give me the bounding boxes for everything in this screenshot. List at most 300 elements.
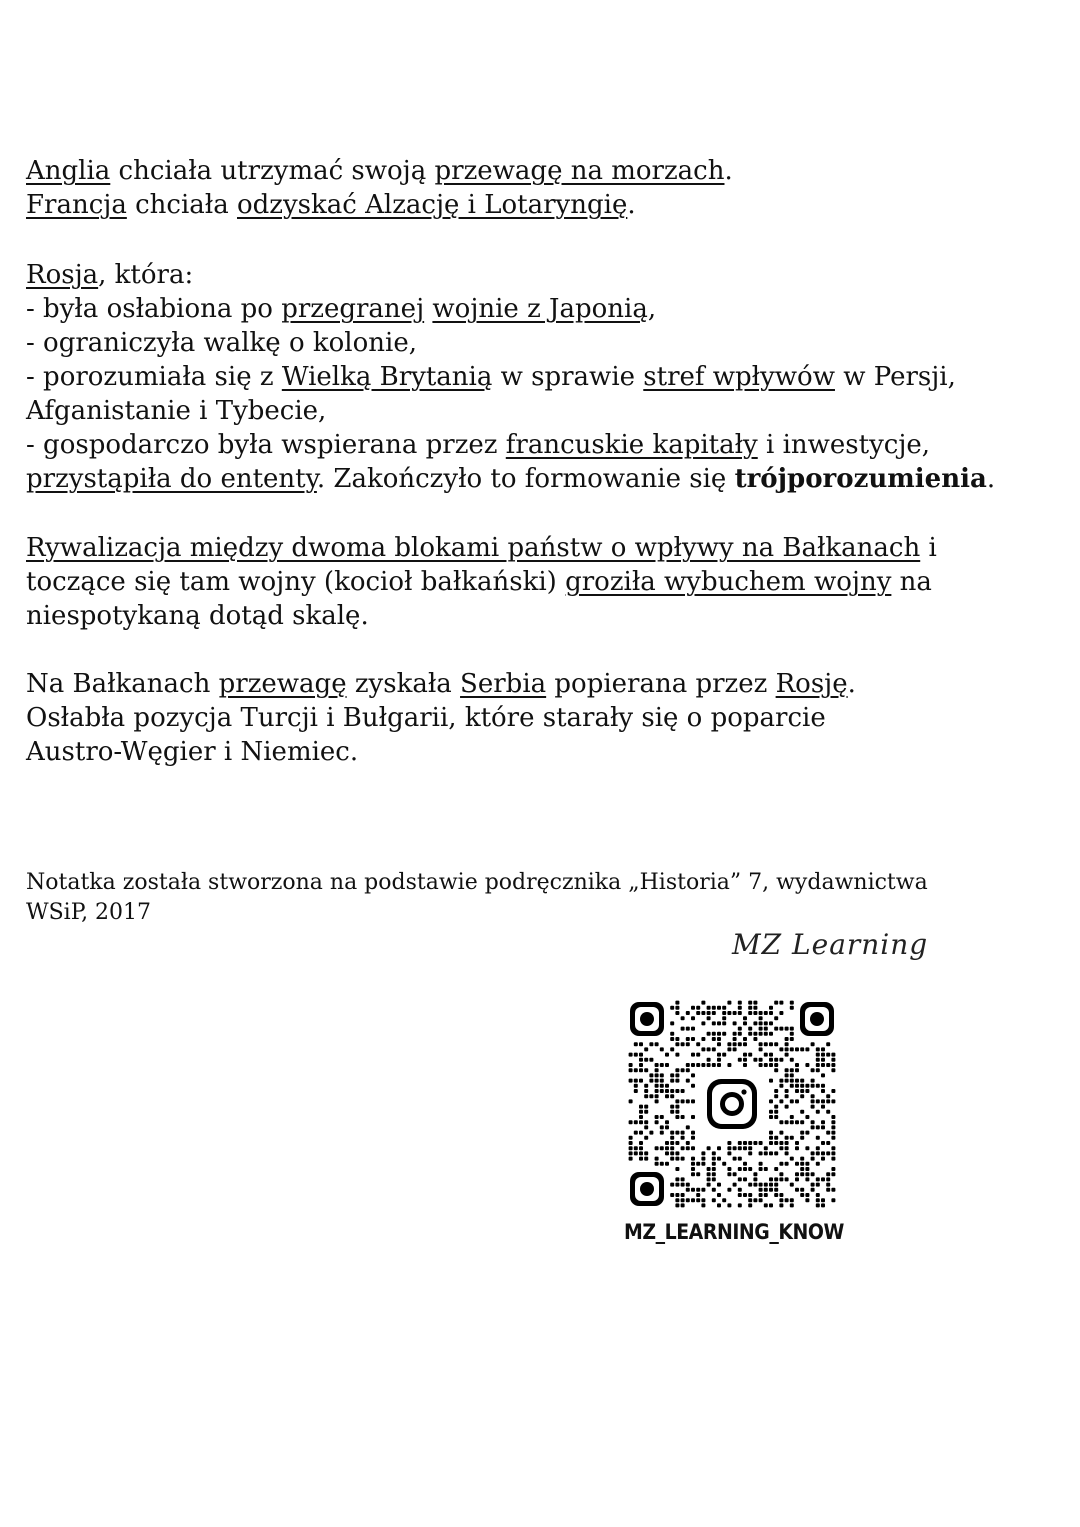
qr-module [681,1136,685,1140]
qr-module [764,1011,768,1015]
qr-module [727,1047,731,1051]
qr-module [675,1105,679,1109]
qr-module [675,1053,679,1057]
qr-module [665,1146,669,1150]
qr-module [753,1177,757,1181]
qr-module [831,1136,835,1140]
qr-module [831,1146,835,1150]
qr-module [655,1094,659,1098]
qr-module [785,1136,789,1140]
qr-module [790,1120,794,1124]
qr-module [733,1183,737,1187]
qr-module [707,1167,711,1171]
qr-module [800,1084,804,1088]
qr-module [785,1162,789,1166]
qr-module [733,1037,737,1041]
qr-module [816,1125,820,1129]
qr-module [670,1021,674,1025]
qr-module [774,1151,778,1155]
qr-module [665,1162,669,1166]
qr-module [701,1021,705,1025]
qr-module [785,1120,789,1124]
qr-module [753,1006,757,1010]
qr-module [665,1151,669,1155]
qr-module [795,1068,799,1072]
qr-module [691,1131,695,1135]
qr-module [831,1188,835,1192]
qr-module [785,1042,789,1046]
qr-module [727,1141,731,1145]
qr-module [764,1183,768,1187]
qr-module [655,1115,659,1119]
qr-module [805,1131,809,1135]
qr-module [681,1027,685,1031]
qr-module [759,1032,763,1036]
qr-module [759,1188,763,1192]
qr-module [670,1073,674,1077]
qr-module [805,1177,809,1181]
qr-module [816,1162,820,1166]
qr-module [629,1068,633,1072]
qr-module [769,1151,773,1155]
qr-module [769,1099,773,1103]
qr-module [774,1027,778,1031]
qr-module [769,1188,773,1192]
qr-module [779,1177,783,1181]
qr-module [805,1193,809,1197]
qr-module [748,1141,752,1145]
qr-module [753,1001,757,1005]
qr-code[interactable] [628,1000,836,1208]
qr-module [738,1188,742,1192]
qr-module [816,1136,820,1140]
qr-module [707,1063,711,1067]
qr-module [712,1162,716,1166]
qr-module [826,1177,830,1181]
qr-module [805,1162,809,1166]
qr-module [769,1042,773,1046]
qr-module [686,1183,690,1187]
list-item: - ograniczyła walkę o kolonie, [26,328,417,358]
qr-module [691,1037,695,1041]
qr-module [712,1198,716,1202]
qr-module [759,1027,763,1031]
qr-module [634,1120,638,1124]
qr-module [634,1084,638,1088]
qr-module [831,1058,835,1062]
qr-module [764,1151,768,1155]
qr-module [634,1089,638,1093]
qr-module [785,1079,789,1083]
qr-module [769,1006,773,1010]
qr-module [769,1011,773,1015]
qr-module [800,1110,804,1114]
qr-module [779,1001,783,1005]
qr-module [748,1032,752,1036]
qr-module [738,1027,742,1031]
qr-module [681,1115,685,1119]
qr-module [774,1016,778,1020]
qr-module [660,1063,664,1067]
qr-module [831,1089,835,1093]
qr-module [748,1001,752,1005]
qr-module [759,1021,763,1025]
qr-module [790,1001,794,1005]
qr-module [821,1047,825,1051]
qr-module [701,1063,705,1067]
qr-module [748,1146,752,1150]
qr-module [753,1037,757,1041]
qr-module [831,1157,835,1161]
qr-module [670,1146,674,1150]
qr-module [769,1177,773,1181]
qr-module [769,1058,773,1062]
qr-module [790,1198,794,1202]
qr-module [691,1172,695,1176]
qr-module [753,1021,757,1025]
qr-module [712,1047,716,1051]
instagram-handle: MZ_LEARNING_KNOW [624,1220,844,1244]
qr-module [753,1172,757,1176]
qr-module [759,1193,763,1197]
qr-module [769,1053,773,1057]
qr-module [681,1016,685,1020]
qr-module [826,1131,830,1135]
qr-module [759,1151,763,1155]
qr-module [831,1131,835,1135]
qr-module [691,1167,695,1171]
qr-module [800,1120,804,1124]
qr-module [655,1162,659,1166]
qr-module [696,1006,700,1010]
qr-module [774,1141,778,1145]
paragraph-balkans-serbia [26,667,1056,769]
qr-module [707,1146,711,1150]
qr-module [686,1027,690,1031]
qr-module [691,1027,695,1031]
qr-module [649,1058,653,1062]
qr-module [785,1047,789,1051]
qr-module [686,1063,690,1067]
qr-module [811,1120,815,1124]
qr-module [696,1011,700,1015]
qr-module [686,1099,690,1103]
qr-module [670,1193,674,1197]
qr-module [779,1011,783,1015]
qr-module [686,1188,690,1192]
qr-module [675,1037,679,1041]
qr-module [831,1198,835,1202]
qr-module [655,1063,659,1067]
qr-module [816,1151,820,1155]
qr-module [686,1011,690,1015]
qr-module [821,1203,825,1207]
qr-module [644,1047,648,1051]
qr-module [733,1047,737,1051]
qr-module [769,1131,773,1135]
qr-module [686,1141,690,1145]
qr-module [639,1151,643,1155]
qr-module [831,1115,835,1119]
qr-module [805,1115,809,1119]
qr-module [717,1021,721,1025]
qr-module [821,1105,825,1109]
qr-module [769,1141,773,1145]
qr-module [774,1068,778,1072]
qr-module [727,1203,731,1207]
qr-module [665,1063,669,1067]
qr-module [660,1089,664,1093]
qr-module [639,1110,643,1114]
qr-module [785,1151,789,1155]
qr-module [701,1203,705,1207]
qr-module [629,1099,633,1103]
signature: MZ Learning [732,928,929,961]
qr-module [743,1016,747,1020]
qr-module [774,1136,778,1140]
qr-module [795,1099,799,1103]
qr-module [660,1047,664,1051]
qr-module [733,1032,737,1036]
qr-module [795,1084,799,1088]
qr-module [675,1177,679,1181]
qr-module [800,1172,804,1176]
qr-module [686,1079,690,1083]
qr-module [790,1073,794,1077]
qr-module [774,1001,778,1005]
qr-module [800,1193,804,1197]
qr-module [764,1167,768,1171]
qr-module [800,1162,804,1166]
list-item: - gospodarczo była wspierana przez francuskie kapitały i inwestycje, [26,430,931,460]
qr-module [655,1157,659,1161]
qr-module [639,1063,643,1067]
qr-module [748,1203,752,1207]
qr-module [639,1105,643,1109]
qr-module [811,1172,815,1176]
text-line: przystąpiła do ententy. Zakończyło to formowanie się trójporozumienia. [26,464,996,494]
qr-module [738,1157,742,1161]
qr-module [826,1042,830,1046]
qr-module [764,1042,768,1046]
qr-module [639,1068,643,1072]
qr-module [748,1193,752,1197]
qr-module [665,1084,669,1088]
qr-module [681,1203,685,1207]
qr-module [639,1079,643,1083]
qr-module [701,1188,705,1192]
qr-module [805,1089,809,1093]
qr-module [717,1053,721,1057]
qr-module [675,1151,679,1155]
qr-module [701,1037,705,1041]
qr-module [691,1016,695,1020]
term-anglia: Anglia [26,156,111,186]
qr-module [691,1188,695,1192]
qr-module [816,1053,820,1057]
qr-module [691,1006,695,1010]
qr-module [826,1183,830,1187]
qr-module [785,1053,789,1057]
qr-module [774,1089,778,1093]
qr-module [733,1042,737,1046]
qr-module [717,1157,721,1161]
qr-module [696,1063,700,1067]
qr-module [727,1011,731,1015]
qr-module [629,1136,633,1140]
qr-module [717,1032,721,1036]
qr-module [675,1089,679,1093]
qr-module [655,1120,659,1124]
qr-module [733,1021,737,1025]
qr-module [655,1146,659,1150]
qr-module [660,1084,664,1088]
qr-module [675,1115,679,1119]
qr-module [831,1125,835,1129]
qr-module [712,1167,716,1171]
qr-module [805,1084,809,1088]
qr-module [790,1157,794,1161]
qr-module [800,1094,804,1098]
qr-module [743,1146,747,1150]
qr-module [811,1125,815,1129]
qr-module [816,1099,820,1103]
qr-module [655,1068,659,1072]
qr-module [826,1151,830,1155]
qr-module [759,1167,763,1171]
qr-module [774,1115,778,1119]
qr-module [733,1172,737,1176]
qr-module [644,1120,648,1124]
qr-module [634,1146,638,1150]
qr-module [649,1094,653,1098]
qr-module [748,1167,752,1171]
qr-module [811,1042,815,1046]
qr-module [675,1068,679,1072]
qr-module [722,1162,726,1166]
text-line: Austro-Węgier i Niemiec. [26,737,359,767]
qr-module [748,1053,752,1057]
qr-module [681,1131,685,1135]
qr-module [639,1146,643,1150]
qr-module [701,1001,705,1005]
qr-module [785,1198,789,1202]
qr-module [779,1131,783,1135]
qr-module [738,1042,742,1046]
qr-module [670,1110,674,1114]
qr-module [629,1053,633,1057]
qr-module [785,1068,789,1072]
qr-module [675,1157,679,1161]
qr-module [826,1053,830,1057]
qr-module [738,1146,742,1150]
qr-module [805,1198,809,1202]
text-line: Osłabła pozycja Turcji i Bułgarii, które starały się o poparcie [26,703,826,733]
qr-module [707,1058,711,1062]
qr-module [722,1198,726,1202]
qr-module [785,1089,789,1093]
qr-module [805,1167,809,1171]
qr-module [753,1011,757,1015]
qr-module [785,1037,789,1041]
qr-module [759,1011,763,1015]
qr-module [774,1094,778,1098]
qr-module [660,1125,664,1129]
text-line: Francja chciała odzyskać Alzację i Lotaryngię. [26,190,636,220]
qr-module [774,1063,778,1067]
qr-module [696,1162,700,1166]
qr-module [779,1203,783,1207]
qr-module [774,1188,778,1192]
qr-module [790,1027,794,1031]
paragraph-england-france [26,154,1056,222]
qr-module [670,1037,674,1041]
qr-module [753,1198,757,1202]
qr-module [681,1099,685,1103]
qr-module [675,1110,679,1114]
qr-module [696,1042,700,1046]
list-item: - była osłabiona po przegranej wojnie z Japonią, [26,294,657,324]
qr-module [670,1079,674,1083]
qr-module [655,1089,659,1093]
term-sea-dominance: przewagę na morzach [434,156,725,186]
qr-module [748,1198,752,1202]
qr-module [811,1079,815,1083]
qr-module [655,1099,659,1103]
qr-module [769,1136,773,1140]
qr-module [691,1084,695,1088]
qr-finder-top-left [630,1002,664,1036]
qr-module [790,1068,794,1072]
qr-module [639,1141,643,1145]
qr-module [816,1068,820,1072]
qr-module [795,1162,799,1166]
qr-module [639,1115,643,1119]
qr-module [675,1042,679,1046]
qr-module [821,1058,825,1062]
qr-module [727,1167,731,1171]
qr-module [660,1146,664,1150]
qr-module [764,1203,768,1207]
qr-module [712,1188,716,1192]
text-line: toczące się tam wojny (kocioł bałkański) groziła wybuchem wojny na [26,567,932,597]
qr-module [675,1183,679,1187]
qr-module [821,1177,825,1181]
qr-module [707,1011,711,1015]
qr-module [639,1131,643,1135]
qr-module [795,1079,799,1083]
qr-module [774,1183,778,1187]
qr-module [670,1006,674,1010]
qr-module [790,1047,794,1051]
qr-module [821,1089,825,1093]
qr-module [800,1157,804,1161]
qr-module [826,1188,830,1192]
qr-module [644,1089,648,1093]
qr-module [649,1079,653,1083]
qr-module [826,1172,830,1176]
qr-module [670,1089,674,1093]
qr-module [670,1183,674,1187]
qr-module [790,1203,794,1207]
qr-module [779,1162,783,1166]
qr-module [722,1053,726,1057]
qr-module [764,1021,768,1025]
qr-module [795,1063,799,1067]
qr-module [629,1151,633,1155]
qr-module [795,1047,799,1051]
qr-module [681,1042,685,1046]
